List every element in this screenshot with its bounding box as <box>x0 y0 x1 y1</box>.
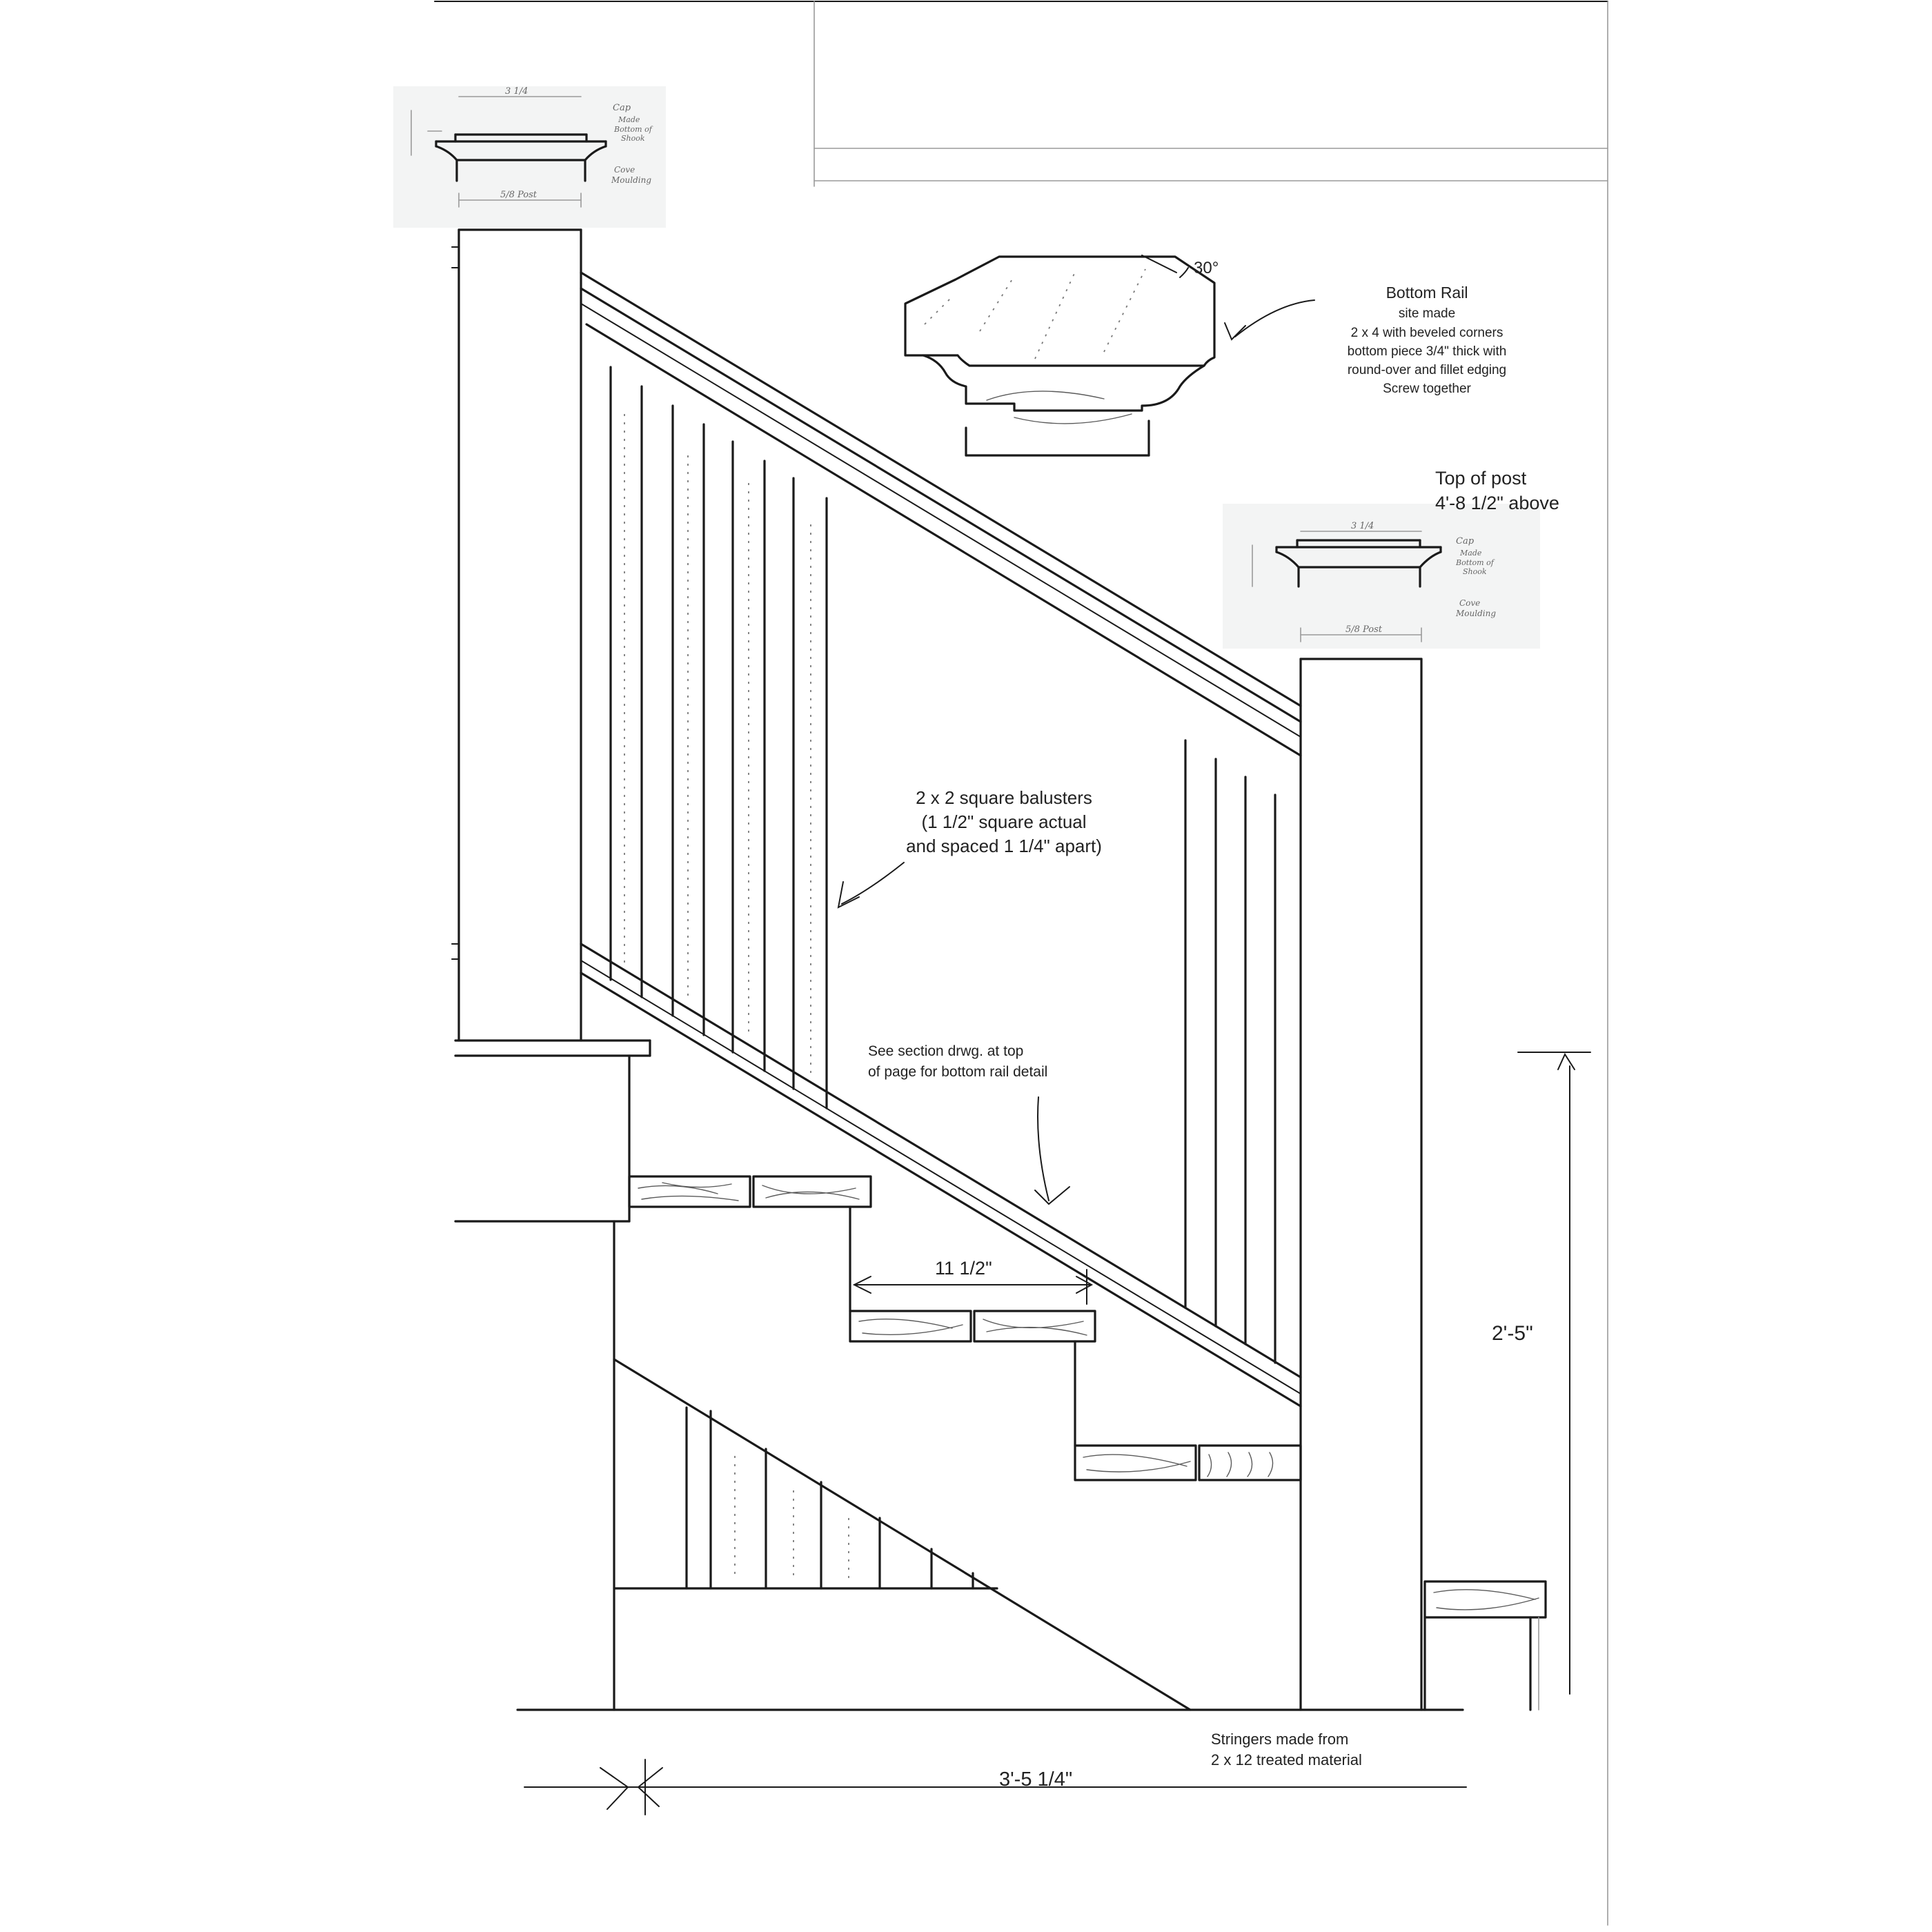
balusters-line2: (1 1/2" square actual <box>921 811 1087 832</box>
stringer <box>614 1359 1190 1710</box>
tread-depth-label: 11 1/2" <box>935 1258 992 1279</box>
right-post <box>1223 504 1540 1710</box>
bottom-rail-note-4: round-over and fillet edging <box>1347 363 1507 377</box>
bottom-rail-note-5: Screw together <box>1383 382 1471 396</box>
bottom-rail-note-2: 2 x 4 with beveled corners <box>1350 326 1504 340</box>
left-cap-width-label: 5/8 Post <box>500 190 537 200</box>
right-cap-top-dim: 3 1/4 <box>1351 521 1374 531</box>
left-cap-top-dim: 3 1/4 <box>505 86 529 97</box>
left-cap-note-2: Bottom of <box>614 125 652 134</box>
bottom-rail-note-3: bottom piece 3/4" thick with <box>1347 344 1507 359</box>
bottom-rail-title: Bottom Rail <box>1386 284 1468 302</box>
stringers-note <box>1211 1731 1362 1768</box>
left-cove-label-2: Moulding <box>611 175 652 185</box>
ground-line <box>518 1617 1539 1710</box>
top-of-post-line1: Top of post <box>1435 468 1527 489</box>
balusters <box>611 367 1275 1363</box>
left-cove-label-1: Cove <box>614 165 635 175</box>
left-cap-note-3: Shook <box>621 134 645 143</box>
right-cove-label-2: Moulding <box>1456 609 1497 618</box>
stringers-line2: 2 x 12 treated material <box>1211 1751 1362 1768</box>
left-cap-note-1: Made <box>618 115 640 124</box>
right-cap-label: Cap <box>1456 536 1475 546</box>
right-cap-width-label: 5/8 Post <box>1346 624 1382 635</box>
see-section-line1: See section drwg. at top <box>868 1043 1024 1059</box>
stair-treads <box>629 1176 1546 1710</box>
right-cap-note-1: Made <box>1460 549 1482 558</box>
top-of-post-line2: 4'-8 1/2" above <box>1435 493 1559 513</box>
top-of-post-note <box>1435 468 1559 513</box>
right-cap-note-2: Bottom of <box>1456 558 1494 567</box>
height-dimension-label: 2'-5" <box>1492 1322 1533 1345</box>
stringers-line1: Stringers made from <box>1211 1731 1349 1748</box>
baluster-note <box>838 787 1102 907</box>
balusters-line1: 2 x 2 square balusters <box>916 787 1092 808</box>
bevel-angle-label: 30° <box>1194 259 1219 277</box>
bottom-rail-notes <box>1348 284 1507 396</box>
tread-depth-dimension <box>850 1258 1092 1304</box>
height-dimension <box>1492 1052 1590 1694</box>
tread-grain <box>638 1183 1539 1610</box>
see-section-line2: of page for bottom rail detail <box>868 1064 1048 1080</box>
right-cove-label-1: Cove <box>1459 598 1481 608</box>
right-cap-note-3: Shook <box>1463 567 1487 576</box>
left-cap-label: Cap <box>613 103 631 113</box>
upper-landing <box>455 1041 650 1710</box>
balusters-line3: and spaced 1 1/4" apart) <box>906 836 1102 856</box>
see-section-note <box>868 1043 1070 1204</box>
bottom-rail-note-1: site made <box>1398 306 1456 321</box>
bottom-rail-section-detail <box>905 255 1314 455</box>
run-dimension-label: 3'-5 1/4" <box>999 1768 1073 1791</box>
